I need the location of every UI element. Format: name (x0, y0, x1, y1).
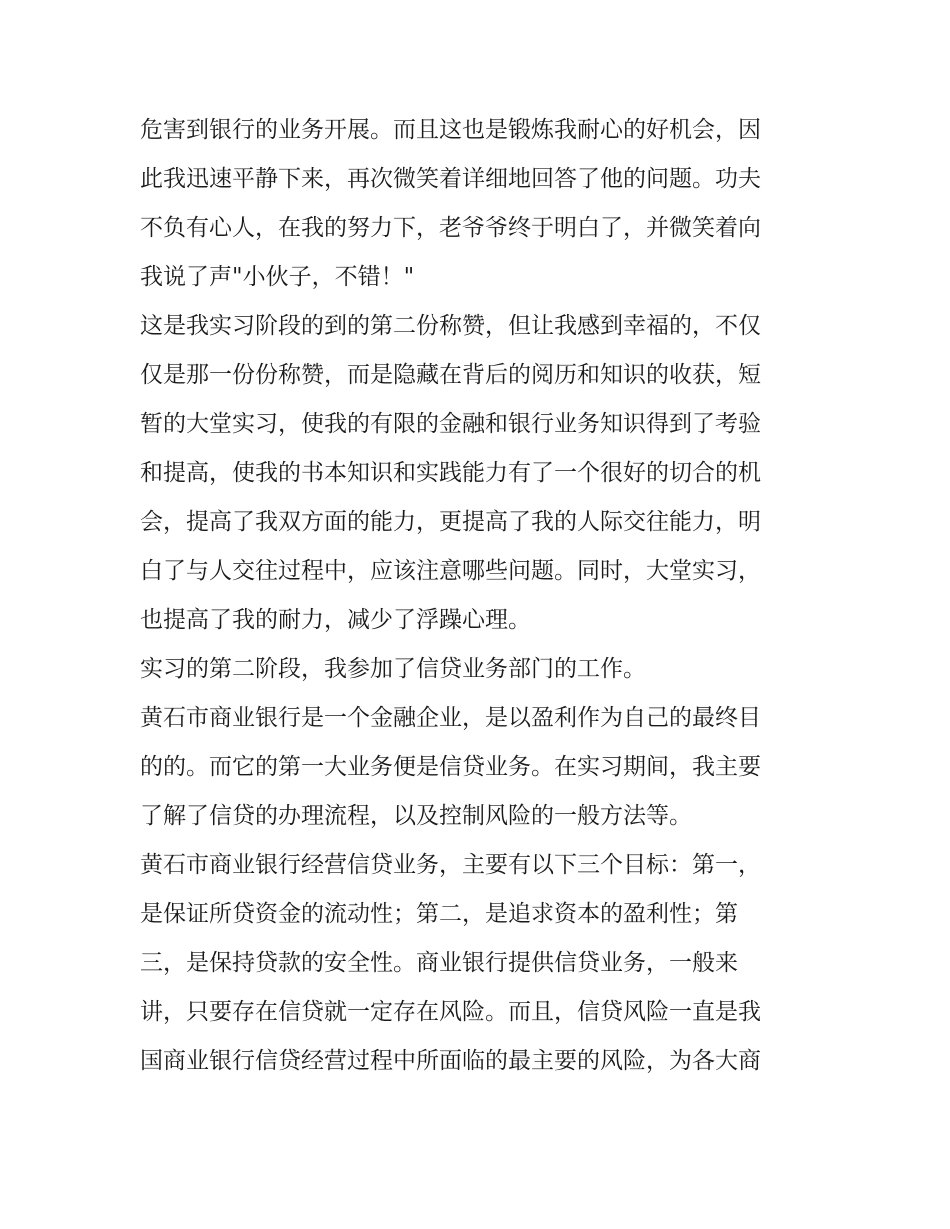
text-line-9: 会，提高了我双方面的能力，更提高了我的人际交往能力，明 (140, 509, 761, 535)
body-text (140, 106, 820, 1086)
text-line-2: 此我迅速平静下来，再次微笑着详细地回答了他的问题。功夫 (140, 166, 761, 192)
text-line-17: 是保证所贷资金的流动性；第二，是追求资本的盈利性；第 (140, 901, 738, 927)
text-line-7: 暂的大堂实习，使我的有限的金融和银行业务知识得到了考验 (140, 411, 761, 437)
text-line-4: 我说了声"小伙子，不错！" (140, 264, 415, 290)
text-line-19: 讲，只要存在信贷就一定存在风险。而且，信贷风险一直是我 (140, 999, 761, 1025)
text-line-18: 三，是保持贷款的安全性。商业银行提供信贷业务，一般来 (140, 950, 738, 976)
text-line-15: 了解了信贷的办理流程，以及控制风险的一般方法等。 (140, 803, 692, 829)
text-line-16: 黄石市商业银行经营信贷业务，主要有以下三个目标：第一， (140, 852, 761, 878)
text-line-5: 这是我实习阶段的到的第二份称赞，但让我感到幸福的，不仅 (140, 313, 761, 339)
text-line-12: 实习的第二阶段，我参加了信贷业务部门的工作。 (140, 656, 646, 682)
text-line-6: 仅是那一份份称赞，而是隐藏在背后的阅历和知识的收获，短 (140, 362, 761, 388)
text-line-3: 不负有心人，在我的努力下，老爷爷终于明白了，并微笑着向 (140, 215, 761, 241)
text-line-13: 黄石市商业银行是一个金融企业，是以盈利作为自己的最终目 (140, 705, 761, 731)
text-line-11: 也提高了我的耐力，减少了浮躁心理。 (140, 607, 531, 633)
text-line-8: 和提高，使我的书本知识和实践能力有了一个很好的切合的机 (140, 460, 761, 486)
text-line-10: 白了与人交往过程中，应该注意哪些问题。同时，大堂实习， (140, 558, 761, 584)
text-line-1: 危害到银行的业务开展。而且这也是锻炼我耐心的好机会，因 (140, 117, 761, 143)
text-line-20: 国商业银行信贷经营过程中所面临的最主要的风险，为各大商 (140, 1048, 761, 1074)
text-line-14: 的的。而它的第一大业务便是信贷业务。在实习期间，我主要 (140, 754, 761, 780)
